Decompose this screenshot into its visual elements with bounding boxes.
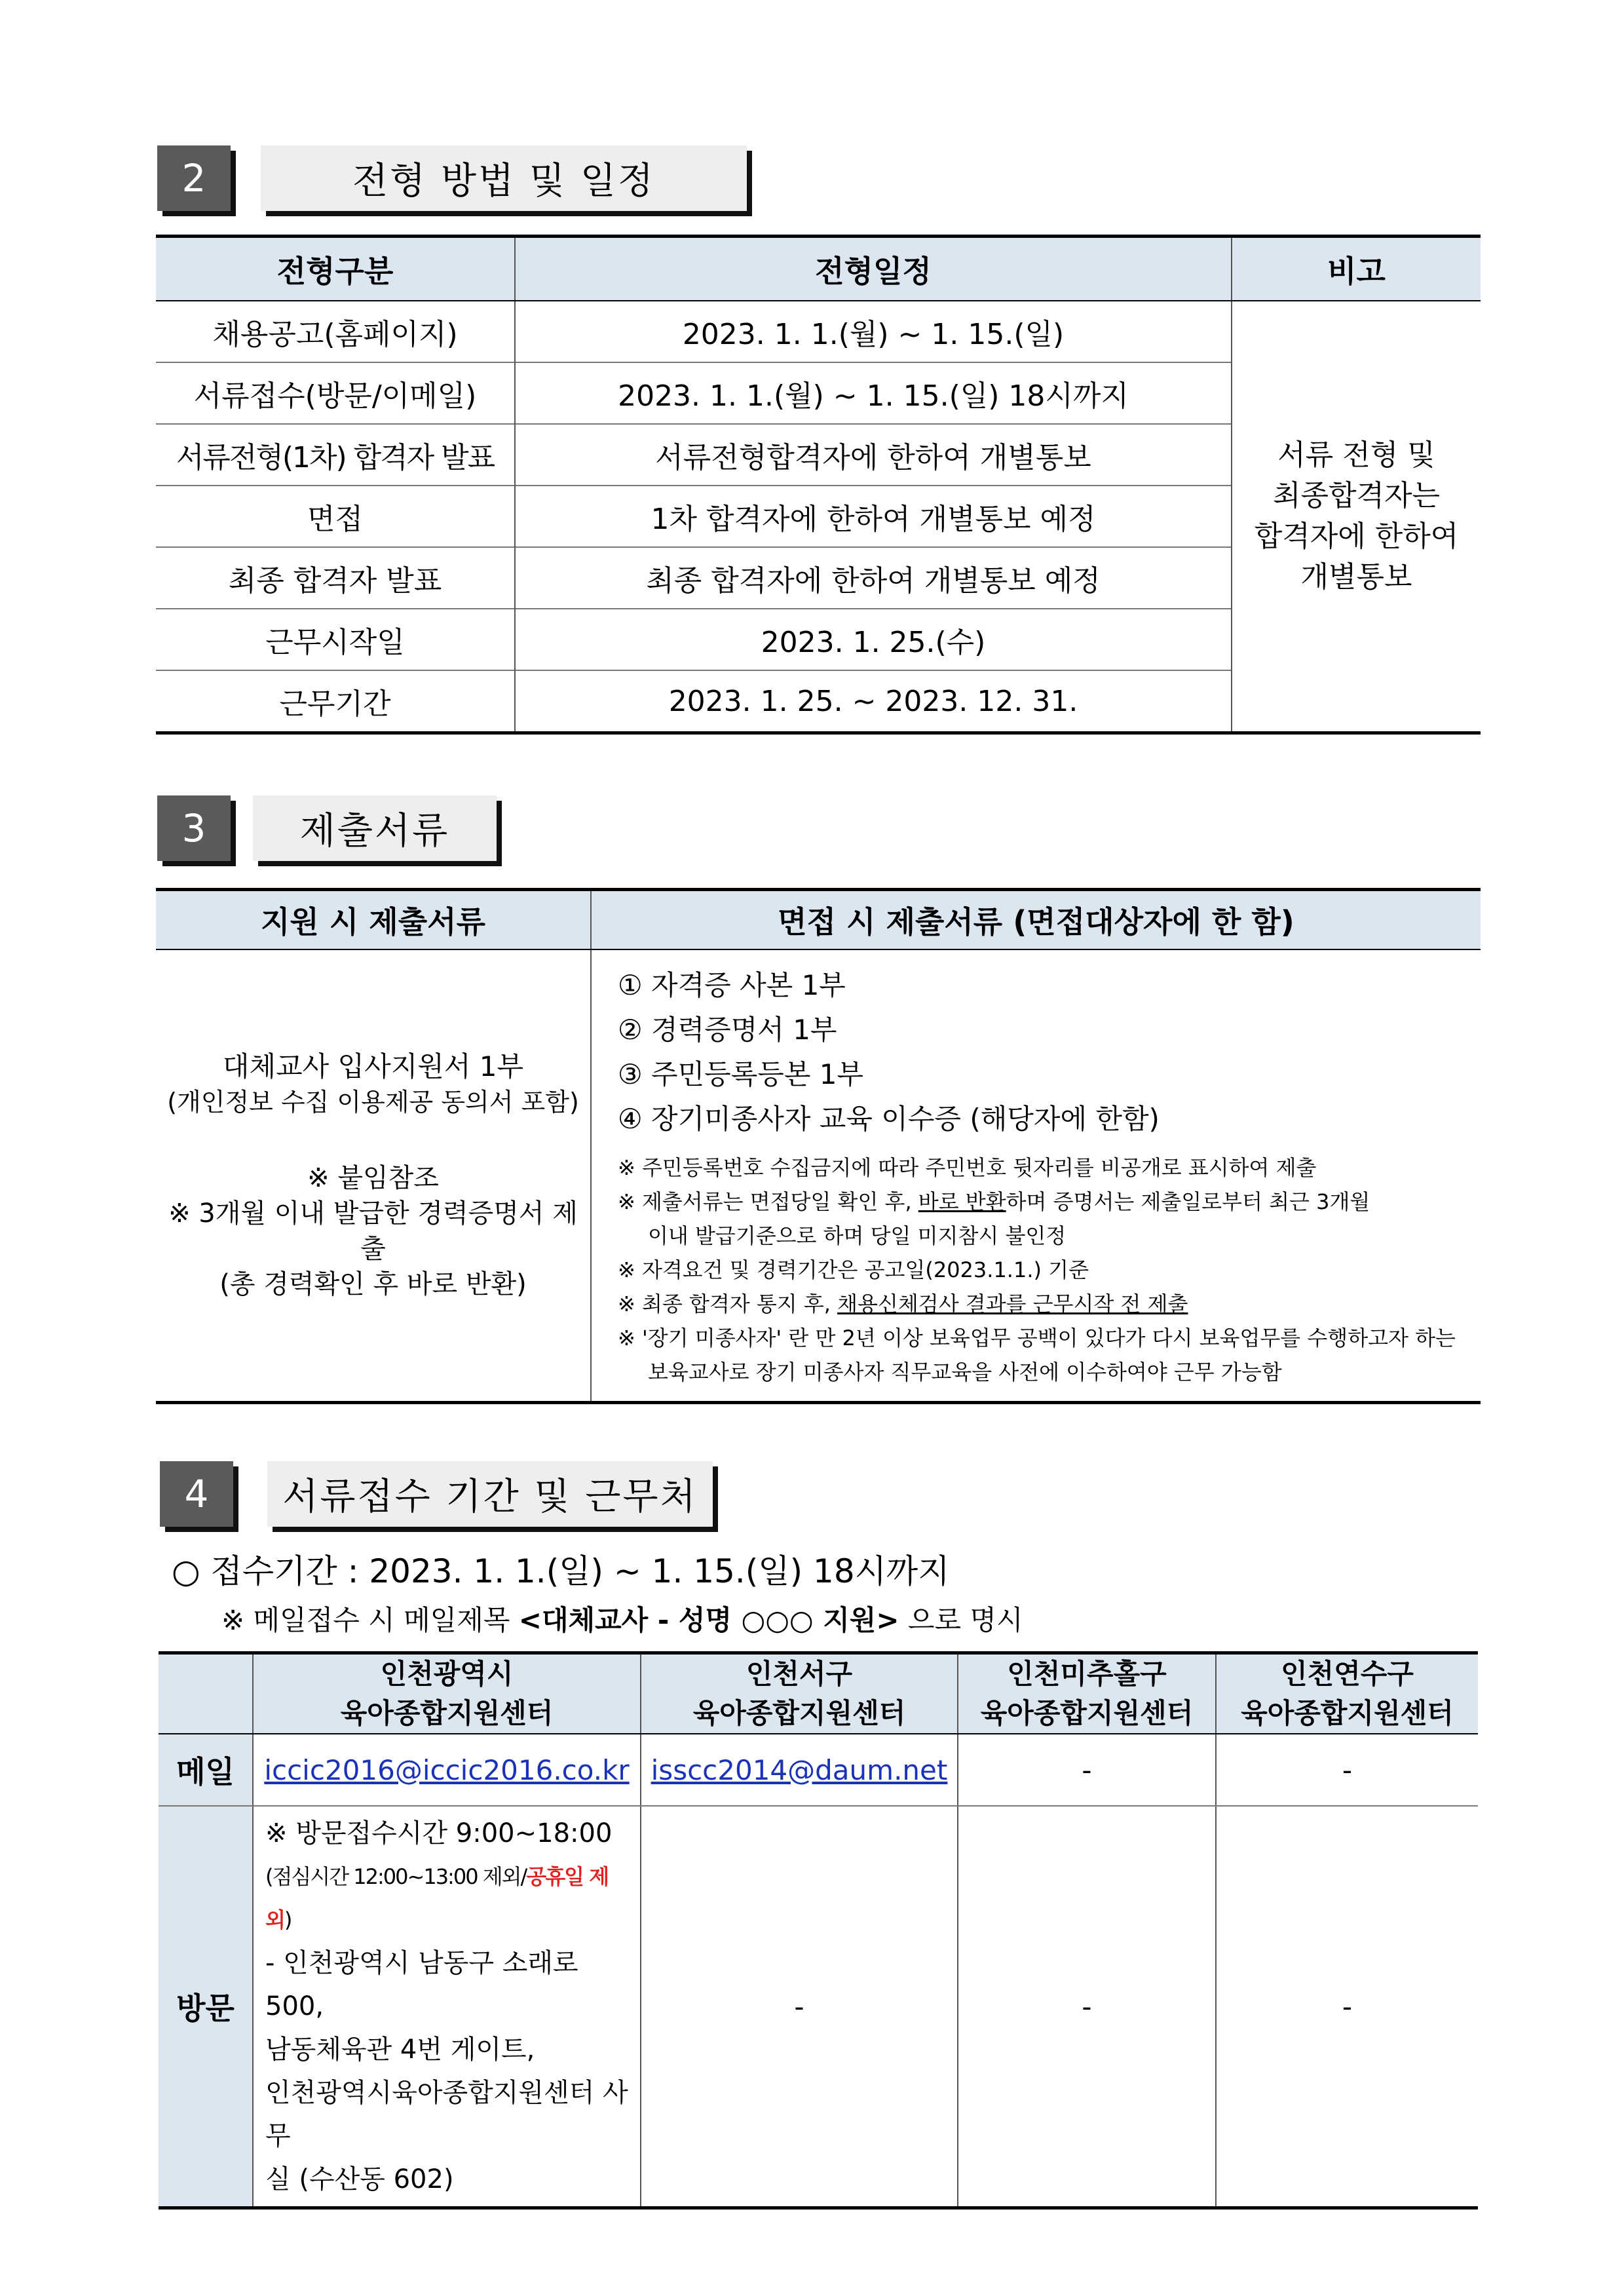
schedule-cell: 2023. 1. 25. ~ 2023. 12. 31. xyxy=(515,670,1232,733)
section3-number: 3 xyxy=(157,795,231,861)
section4-number: 4 xyxy=(160,1461,233,1527)
center-name: 인천연수구 xyxy=(1281,1658,1414,1690)
center-header xyxy=(1216,1653,1478,1734)
documents-row xyxy=(156,949,1481,1403)
stage-cell: 채용공고(홈페이지) xyxy=(212,318,458,351)
apply-docs-cell xyxy=(156,949,591,1403)
visit-address: 인천광역시육아종합지원센터 사무 xyxy=(265,2078,628,2151)
center-name: 육아종합지원센터 xyxy=(1241,1697,1454,1729)
center-name: 인천서구 xyxy=(746,1658,853,1690)
mail-subject-note xyxy=(221,1599,1023,1638)
apply-doc-return: (총 경력확인 후 바로 반환) xyxy=(219,1269,527,1299)
list-item: ① 자격증 사본 1부 xyxy=(618,969,846,1001)
apply-doc-main: 대체교사 입사지원서 1부 xyxy=(222,1050,524,1082)
apply-doc-sub: (개인정보 수집 이용제공 동의서 포함) xyxy=(167,1088,579,1117)
header-remark: 비고 xyxy=(1232,237,1481,301)
interview-doc-list xyxy=(618,963,1481,1141)
schedule-cell: 2023. 1. 1.(월) ~ 1. 15.(일) 18시까지 xyxy=(515,362,1232,424)
visit-address: - 인천광역시 남동구 소래로 500, xyxy=(265,1948,578,2021)
header-stage: 전형구분 xyxy=(156,237,515,301)
note-item: 이내 발급기준으로 하며 당일 미지참시 불인정 xyxy=(648,1223,1067,1248)
center-name: 인천광역시 xyxy=(380,1658,514,1690)
visit-info-cell xyxy=(253,1806,641,2208)
header-schedule: 전형일정 xyxy=(515,237,1232,301)
documents-table xyxy=(156,888,1481,1404)
visit-lunch-text: (점심시간 12:00~13:00 제외/ xyxy=(265,1864,527,1889)
note-item xyxy=(618,1185,1481,1219)
visit-row xyxy=(159,1806,1478,2208)
note-text: ※ 제출서류는 면접당일 확인 후, xyxy=(618,1189,918,1214)
mail-label: 메일 xyxy=(159,1734,253,1806)
visit-hours: ※ 방문접수시간 9:00~18:00 xyxy=(265,1818,613,1848)
email-cell: - xyxy=(1216,1734,1478,1806)
notes-list xyxy=(618,1151,1481,1389)
list-item: ③ 주민등록등본 1부 xyxy=(618,1058,864,1090)
list-item: ② 경력증명서 1부 xyxy=(618,1014,837,1046)
table-row xyxy=(156,301,1481,362)
remark-line: 합격자에 한하여 xyxy=(1254,520,1459,553)
note-item: ※ 주민등록번호 수집금지에 따라 주민번호 뒷자리를 비공개로 표시하여 제출 xyxy=(618,1155,1317,1180)
note-item: 보육교사로 장기 미종사자 직무교육을 사전에 이수하여야 근무 가능함 xyxy=(648,1360,1282,1385)
note-text: 하며 증명서는 제출일로부터 최근 3개월 xyxy=(1006,1189,1370,1214)
email-cell xyxy=(253,1734,641,1806)
apply-doc-career: ※ 3개월 이내 발급한 경력증명서 제출 xyxy=(168,1198,578,1264)
remark-line: 개별통보 xyxy=(1300,560,1412,594)
schedule-cell: 최종 합격자에 한하여 개별통보 예정 xyxy=(515,547,1232,609)
mail-subject-format: <대체교사 - 성명 ○○○ 지원> xyxy=(518,1604,899,1636)
visit-cell: - xyxy=(1216,1806,1478,2208)
section2-title: 전형 방법 및 일정 xyxy=(261,145,747,211)
remark-cell xyxy=(1232,301,1481,733)
note-item: ※ 자격요건 및 경력기간은 공고일(2023.1.1.) 기준 xyxy=(618,1257,1089,1282)
visit-label: 방문 xyxy=(159,1806,253,2208)
email-link[interactable]: iccic2016@iccic2016.co.kr xyxy=(264,1753,630,1786)
visit-address: 실 (수산동 602) xyxy=(265,2164,454,2194)
header-corner xyxy=(159,1653,253,1734)
header-apply-docs: 지원 시 제출서류 xyxy=(156,890,591,950)
center-name: 육아종합지원센터 xyxy=(692,1697,906,1729)
stage-cell: 면접 xyxy=(156,486,515,547)
stage-cell: 근무기간 xyxy=(156,670,515,733)
email-cell xyxy=(641,1734,958,1806)
centers-header-row xyxy=(159,1653,1478,1734)
section4-title: 서류접수 기간 및 근무처 xyxy=(267,1461,713,1527)
center-header xyxy=(641,1653,958,1734)
email-link[interactable]: isscc2014@daum.net xyxy=(651,1753,948,1786)
center-header xyxy=(958,1653,1216,1734)
remark-line: 최종합격자는 xyxy=(1272,479,1441,512)
mail-row xyxy=(159,1734,1478,1806)
email-cell: - xyxy=(958,1734,1216,1806)
visit-cell: - xyxy=(958,1806,1216,2208)
application-period: ○ 접수기간 : 2023. 1. 1.(일) ~ 1. 15.(일) 18시까지 xyxy=(172,1552,950,1590)
note-text: 으로 명시 xyxy=(899,1604,1023,1636)
visit-cell: - xyxy=(641,1806,958,2208)
schedule-cell: 2023. 1. 1.(월) ~ 1. 15.(일) xyxy=(515,301,1232,362)
visit-holiday: 공휴일 제외 xyxy=(265,1864,609,1932)
centers-table xyxy=(159,1651,1478,2210)
visit-lunch-close: ) xyxy=(284,1907,292,1932)
section2-number: 2 xyxy=(157,145,231,211)
interview-docs-cell xyxy=(591,949,1481,1403)
remark-line: 서류 전형 및 xyxy=(1277,438,1435,472)
note-underline: 채용신체검사 결과를 근무시작 전 제출 xyxy=(837,1292,1188,1316)
stage-cell: 근무시작일 xyxy=(156,609,515,670)
center-name: 육아종합지원센터 xyxy=(980,1697,1194,1729)
schedule-table xyxy=(156,235,1481,735)
apply-doc-attach: ※ 붙임참조 xyxy=(307,1163,439,1193)
visit-lunch xyxy=(265,1855,628,1942)
center-name: 육아종합지원센터 xyxy=(340,1697,554,1729)
note-item: ※ '장기 미종사자' 란 만 2년 이상 보육업무 공백이 있다가 다시 보육업무를 수행하고자 하는 xyxy=(618,1326,1456,1350)
note-text: ※ 메일접수 시 메일제목 xyxy=(221,1604,519,1636)
section3-title: 제출서류 xyxy=(253,795,497,861)
header-interview-docs: 면접 시 제출서류 (면접대상자에 한 함) xyxy=(591,890,1481,950)
stage-cell: 서류접수(방문/이메일) xyxy=(156,362,515,424)
schedule-header-row xyxy=(156,237,1481,301)
center-name: 인천미추홀구 xyxy=(1007,1658,1167,1690)
list-item: ④ 장기미종사자 교육 이수증 (해당자에 한함) xyxy=(618,1103,1160,1135)
schedule-cell: 2023. 1. 25.(수) xyxy=(515,609,1232,670)
stage-cell: 서류전형(1차) 합격자 발표 xyxy=(156,424,515,486)
schedule-cell: 서류전형합격자에 한하여 개별통보 xyxy=(515,424,1232,486)
visit-address: 남동체육관 4번 게이트, xyxy=(265,2035,535,2065)
documents-header-row xyxy=(156,890,1481,950)
schedule-cell: 1차 합격자에 한하여 개별통보 예정 xyxy=(515,486,1232,547)
note-underline: 바로 반환 xyxy=(918,1189,1006,1214)
note-text: ※ 최종 합격자 통지 후, xyxy=(618,1292,838,1316)
stage-cell: 최종 합격자 발표 xyxy=(156,547,515,609)
center-header xyxy=(253,1653,641,1734)
note-item xyxy=(618,1287,1481,1321)
